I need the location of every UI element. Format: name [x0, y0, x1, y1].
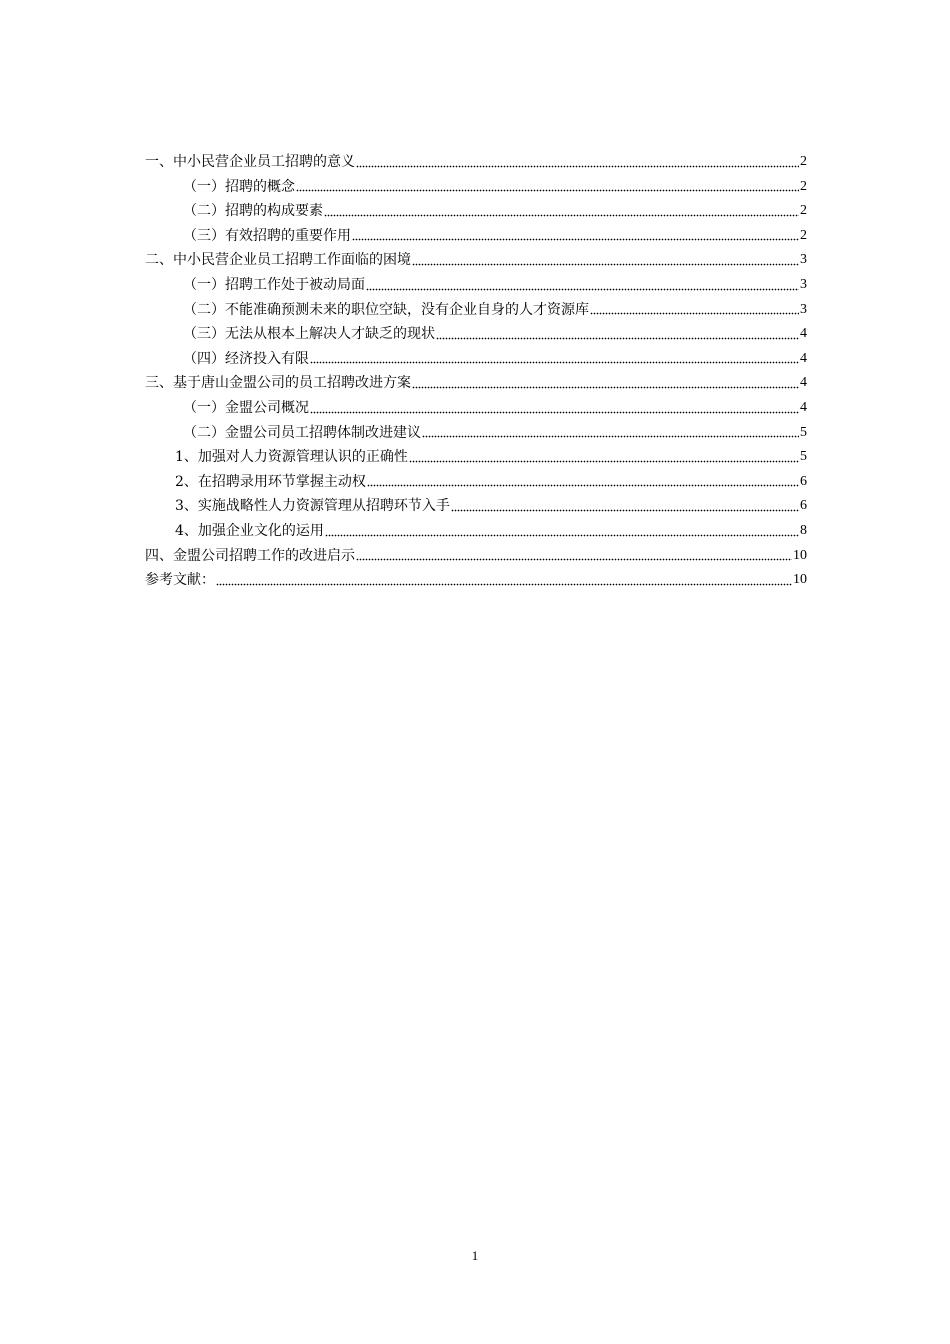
toc-entry[interactable] [145, 298, 807, 323]
toc-leader-dots [451, 506, 799, 512]
toc-leader-dots [325, 531, 799, 537]
toc-entry-page: 4 [800, 375, 807, 391]
toc-leader-dots [412, 260, 799, 266]
toc-entry-title: （一）金盟公司概况 [183, 399, 309, 416]
toc-entry-page: 3 [800, 276, 807, 292]
toc-entry-page: 4 [800, 326, 807, 342]
page-number: 1 [471, 1248, 479, 1263]
toc-leader-dots [436, 334, 799, 340]
toc-entry-page: 4 [800, 350, 807, 366]
toc-entry-page: 2 [800, 154, 807, 169]
toc-leader-dots [412, 383, 799, 389]
toc-entry-title: 1、加强对人力资源管理认识的正确性 [175, 449, 408, 466]
toc-entry[interactable] [145, 371, 807, 396]
toc-entry-title: 2、在招聘录用环节掌握主动权 [175, 473, 366, 490]
toc-entry-title: 一、中小民营企业员工招聘的意义 [145, 154, 355, 170]
toc-entry-page: 6 [800, 473, 807, 489]
toc-leader-dots [367, 481, 799, 487]
toc-entry-title: （二）招聘的构成要素 [183, 203, 323, 220]
toc-leader-dots [356, 555, 792, 561]
toc-entry[interactable] [145, 494, 807, 519]
toc-entry-page: 10 [793, 547, 807, 563]
toc-leader-dots [590, 309, 799, 315]
toc-entry-title: 3、实施战略性人力资源管理从招聘环节入手 [175, 498, 450, 515]
toc-entry-title: （一）招聘工作处于被动局面 [183, 276, 365, 293]
toc-leader-dots [310, 358, 799, 364]
toc-entry-title: （三）无法从根本上解决人才缺乏的现状 [183, 326, 435, 343]
toc-entry[interactable] [145, 322, 807, 347]
toc-entry-page: 2 [800, 203, 807, 219]
toc-entry-title: （一）招聘的概念 [183, 178, 295, 195]
toc-leader-dots [296, 186, 799, 192]
toc-entry-title: 参考文献： [145, 572, 215, 589]
toc-entry-title: 三、基于唐山金盟公司的员工招聘改进方案 [145, 375, 411, 392]
toc-entry[interactable] [145, 421, 807, 446]
toc-entry[interactable] [145, 347, 807, 372]
toc-leader-dots [352, 235, 799, 241]
toc-entry[interactable] [145, 519, 807, 544]
toc-entry[interactable] [145, 199, 807, 224]
toc-leader-dots [422, 432, 799, 438]
toc-entry-page: 2 [800, 227, 807, 243]
toc-entry-title: （二）金盟公司员工招聘体制改进建议 [183, 424, 421, 441]
toc-entry[interactable] [145, 273, 807, 298]
toc-leader-dots [324, 211, 799, 217]
toc-leader-dots [366, 285, 799, 291]
toc-entry-title: 4、加强企业文化的运用 [175, 522, 324, 539]
toc-entry[interactable] [145, 224, 807, 249]
toc-leader-dots [216, 580, 792, 586]
toc-entry[interactable] [145, 248, 807, 273]
toc-leader-dots [310, 408, 799, 414]
table-of-contents [145, 150, 807, 593]
toc-entry-page: 6 [800, 498, 807, 514]
toc-entry-title: 四、金盟公司招聘工作的改进启示 [145, 547, 355, 564]
toc-entry-page: 10 [793, 572, 807, 588]
toc-entry-title: （三）有效招聘的重要作用 [183, 227, 351, 244]
toc-entry[interactable] [145, 150, 807, 175]
toc-entry[interactable] [145, 544, 807, 569]
toc-leader-dots [409, 457, 799, 463]
toc-entry-page: 5 [800, 449, 807, 465]
toc-entry-title: （四）经济投入有限 [183, 350, 309, 367]
toc-entry-title: （二）不能准确预测未来的职位空缺，没有企业自身的人才资源库 [183, 301, 589, 318]
toc-entry-page: 3 [800, 252, 807, 268]
toc-entry-page: 2 [800, 178, 807, 194]
toc-entry[interactable] [145, 175, 807, 200]
toc-entry-page: 4 [800, 399, 807, 415]
toc-entry-page: 5 [800, 424, 807, 440]
toc-entry[interactable] [145, 396, 807, 421]
toc-entry[interactable] [145, 470, 807, 495]
toc-entry[interactable] [145, 445, 807, 470]
toc-entry-title: 二、中小民营企业员工招聘工作面临的困境 [145, 252, 411, 269]
toc-entry[interactable] [145, 568, 807, 593]
toc-entry-page: 8 [800, 522, 807, 538]
toc-leader-dots [356, 162, 799, 168]
toc-entry-page: 3 [800, 301, 807, 317]
